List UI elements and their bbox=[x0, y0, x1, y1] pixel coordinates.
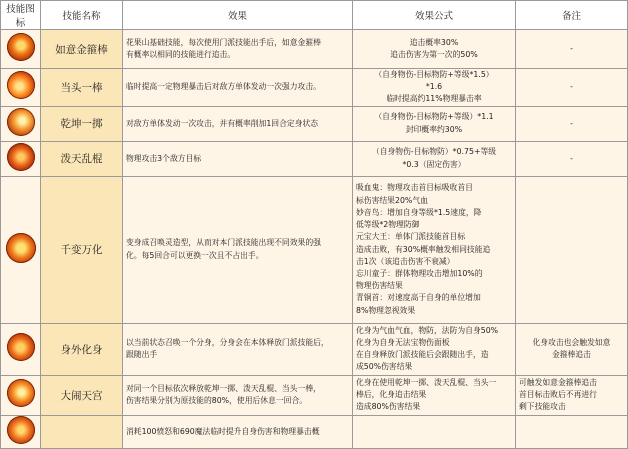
icon-cell bbox=[1, 375, 41, 415]
icon-cell bbox=[1, 30, 41, 69]
skill-formula: 追击概率30% 追击伤害为第一次的50% bbox=[353, 30, 516, 69]
skill-effect: 以当前状态召唤一个分身，分身会在本体释放门派技能后， 跟随出手 bbox=[123, 323, 353, 375]
skill-effect: 临时提高一定物理暴击后对敌方单体发动一次强力攻击。 bbox=[123, 69, 353, 107]
skill-name: 身外化身 bbox=[41, 323, 123, 375]
skill-formula: 化身在使用乾坤一掷、泼天乱棍、当头一 棒后，化身追击结果 造成80%伤害结果 bbox=[353, 375, 516, 415]
header-icon: 技能图标 bbox=[1, 1, 41, 30]
skill-formula: 化身为气血气血，物防，法防为自身50% 化身为自身无法宝物伤面板 在自身释放门派技能后会跟随出手，造 成50%伤害结果 bbox=[353, 323, 516, 375]
table-row bbox=[1, 141, 628, 176]
skill-note: - bbox=[516, 141, 628, 176]
skill-icon-last bbox=[7, 416, 35, 444]
skill-formula: （自身物伤-目标物防）*0.75+等级 *0.3（固定伤害） bbox=[353, 141, 516, 176]
skill-formula bbox=[353, 415, 516, 448]
skill-icon-ruyi bbox=[7, 33, 35, 61]
header-formula: 效果公式 bbox=[353, 1, 516, 30]
skill-name: 泼天乱棍 bbox=[41, 141, 123, 176]
icon-cell bbox=[1, 176, 41, 323]
icon-cell bbox=[1, 415, 41, 448]
icon-cell bbox=[1, 323, 41, 375]
table-row bbox=[1, 375, 628, 415]
skill-note bbox=[516, 415, 628, 448]
skill-note: - bbox=[516, 30, 628, 69]
header-note: 备注 bbox=[516, 1, 628, 30]
table-header-row bbox=[1, 1, 628, 30]
skill-note: 化身攻击也会触发如意 金箍棒追击 bbox=[516, 323, 628, 375]
skill-formula: （自身物伤-目标物防+等级）*1.1 封印概率约30% bbox=[353, 106, 516, 141]
table-row bbox=[1, 106, 628, 141]
skill-formula: （自身物伤-目标物防+等级*1.5） *1.6 临时提高约11%物理暴击率 bbox=[353, 69, 516, 107]
skill-icon-qianbian bbox=[6, 233, 36, 263]
skill-icon-danao bbox=[7, 379, 35, 407]
skill-effect: 对敌方单体发动一次攻击，并有概率削加1回合定身状态 bbox=[123, 106, 353, 141]
skill-icon-dangtou bbox=[7, 71, 35, 99]
table-row bbox=[1, 415, 628, 448]
skill-note bbox=[516, 176, 628, 323]
skill-name: 千变万化 bbox=[41, 176, 123, 323]
skill-effect: 花果山基础技能，每次使用门派技能出手后，如意金箍棒 有概率以相同的技能进行追击。 bbox=[123, 30, 353, 69]
skill-formula: 吸血鬼：物理攻击首目标吸收首目 标伤害结果20%气血 妙音鸟：增加自身等级*1.5速度，降 低等级*2物理防御 元宝大王：单体门派技能首目标 造成击败，有30%概率触发相同技能追 击1次（该追击伤害不衰减） 忘川童子：群体物理攻击增加10%的 物理伤害结果 青铜首：对速度高于自身的单位增加 8%物理忽视效果 bbox=[353, 176, 516, 323]
skill-name: 乾坤一掷 bbox=[41, 106, 123, 141]
skill-note: - bbox=[516, 69, 628, 107]
skill-effect: 物理攻击3个敌方目标 bbox=[123, 141, 353, 176]
skill-icon-qiankun bbox=[7, 108, 35, 136]
skill-effect: 消耗100愤怒和690魔法临时提升自身伤害和物理暴击概 bbox=[123, 415, 353, 448]
header-effect: 效果 bbox=[123, 1, 353, 30]
skill-name: 大闹天宫 bbox=[41, 375, 123, 415]
header-name: 技能名称 bbox=[41, 1, 123, 30]
skill-note: 可触发如意金箍棒追击 首目标击败后不再进行 剩下技能攻击 bbox=[516, 375, 628, 415]
table-row bbox=[1, 323, 628, 375]
skill-name: 当头一棒 bbox=[41, 69, 123, 107]
skill-icon-potian bbox=[7, 143, 35, 171]
table-row bbox=[1, 176, 628, 323]
icon-cell bbox=[1, 106, 41, 141]
skill-note: - bbox=[516, 106, 628, 141]
table-row bbox=[1, 69, 628, 107]
table-row bbox=[1, 30, 628, 69]
skill-effect: 对同一个目标依次释放乾坤一掷、泼天乱棍、当头一棒， 伤害结果分别为原技能的80%，使用后休息一回合。 bbox=[123, 375, 353, 415]
icon-cell bbox=[1, 69, 41, 107]
skill-icon-shenwai bbox=[7, 333, 35, 361]
icon-cell bbox=[1, 141, 41, 176]
skill-effect: 变身成召唤灵造型，从而对本门派技能出现不同效果的强 化。每5回合可以更换一次且不占出手。 bbox=[123, 176, 353, 323]
skill-name: 如意金箍棒 bbox=[41, 30, 123, 69]
skill-name bbox=[41, 415, 123, 448]
